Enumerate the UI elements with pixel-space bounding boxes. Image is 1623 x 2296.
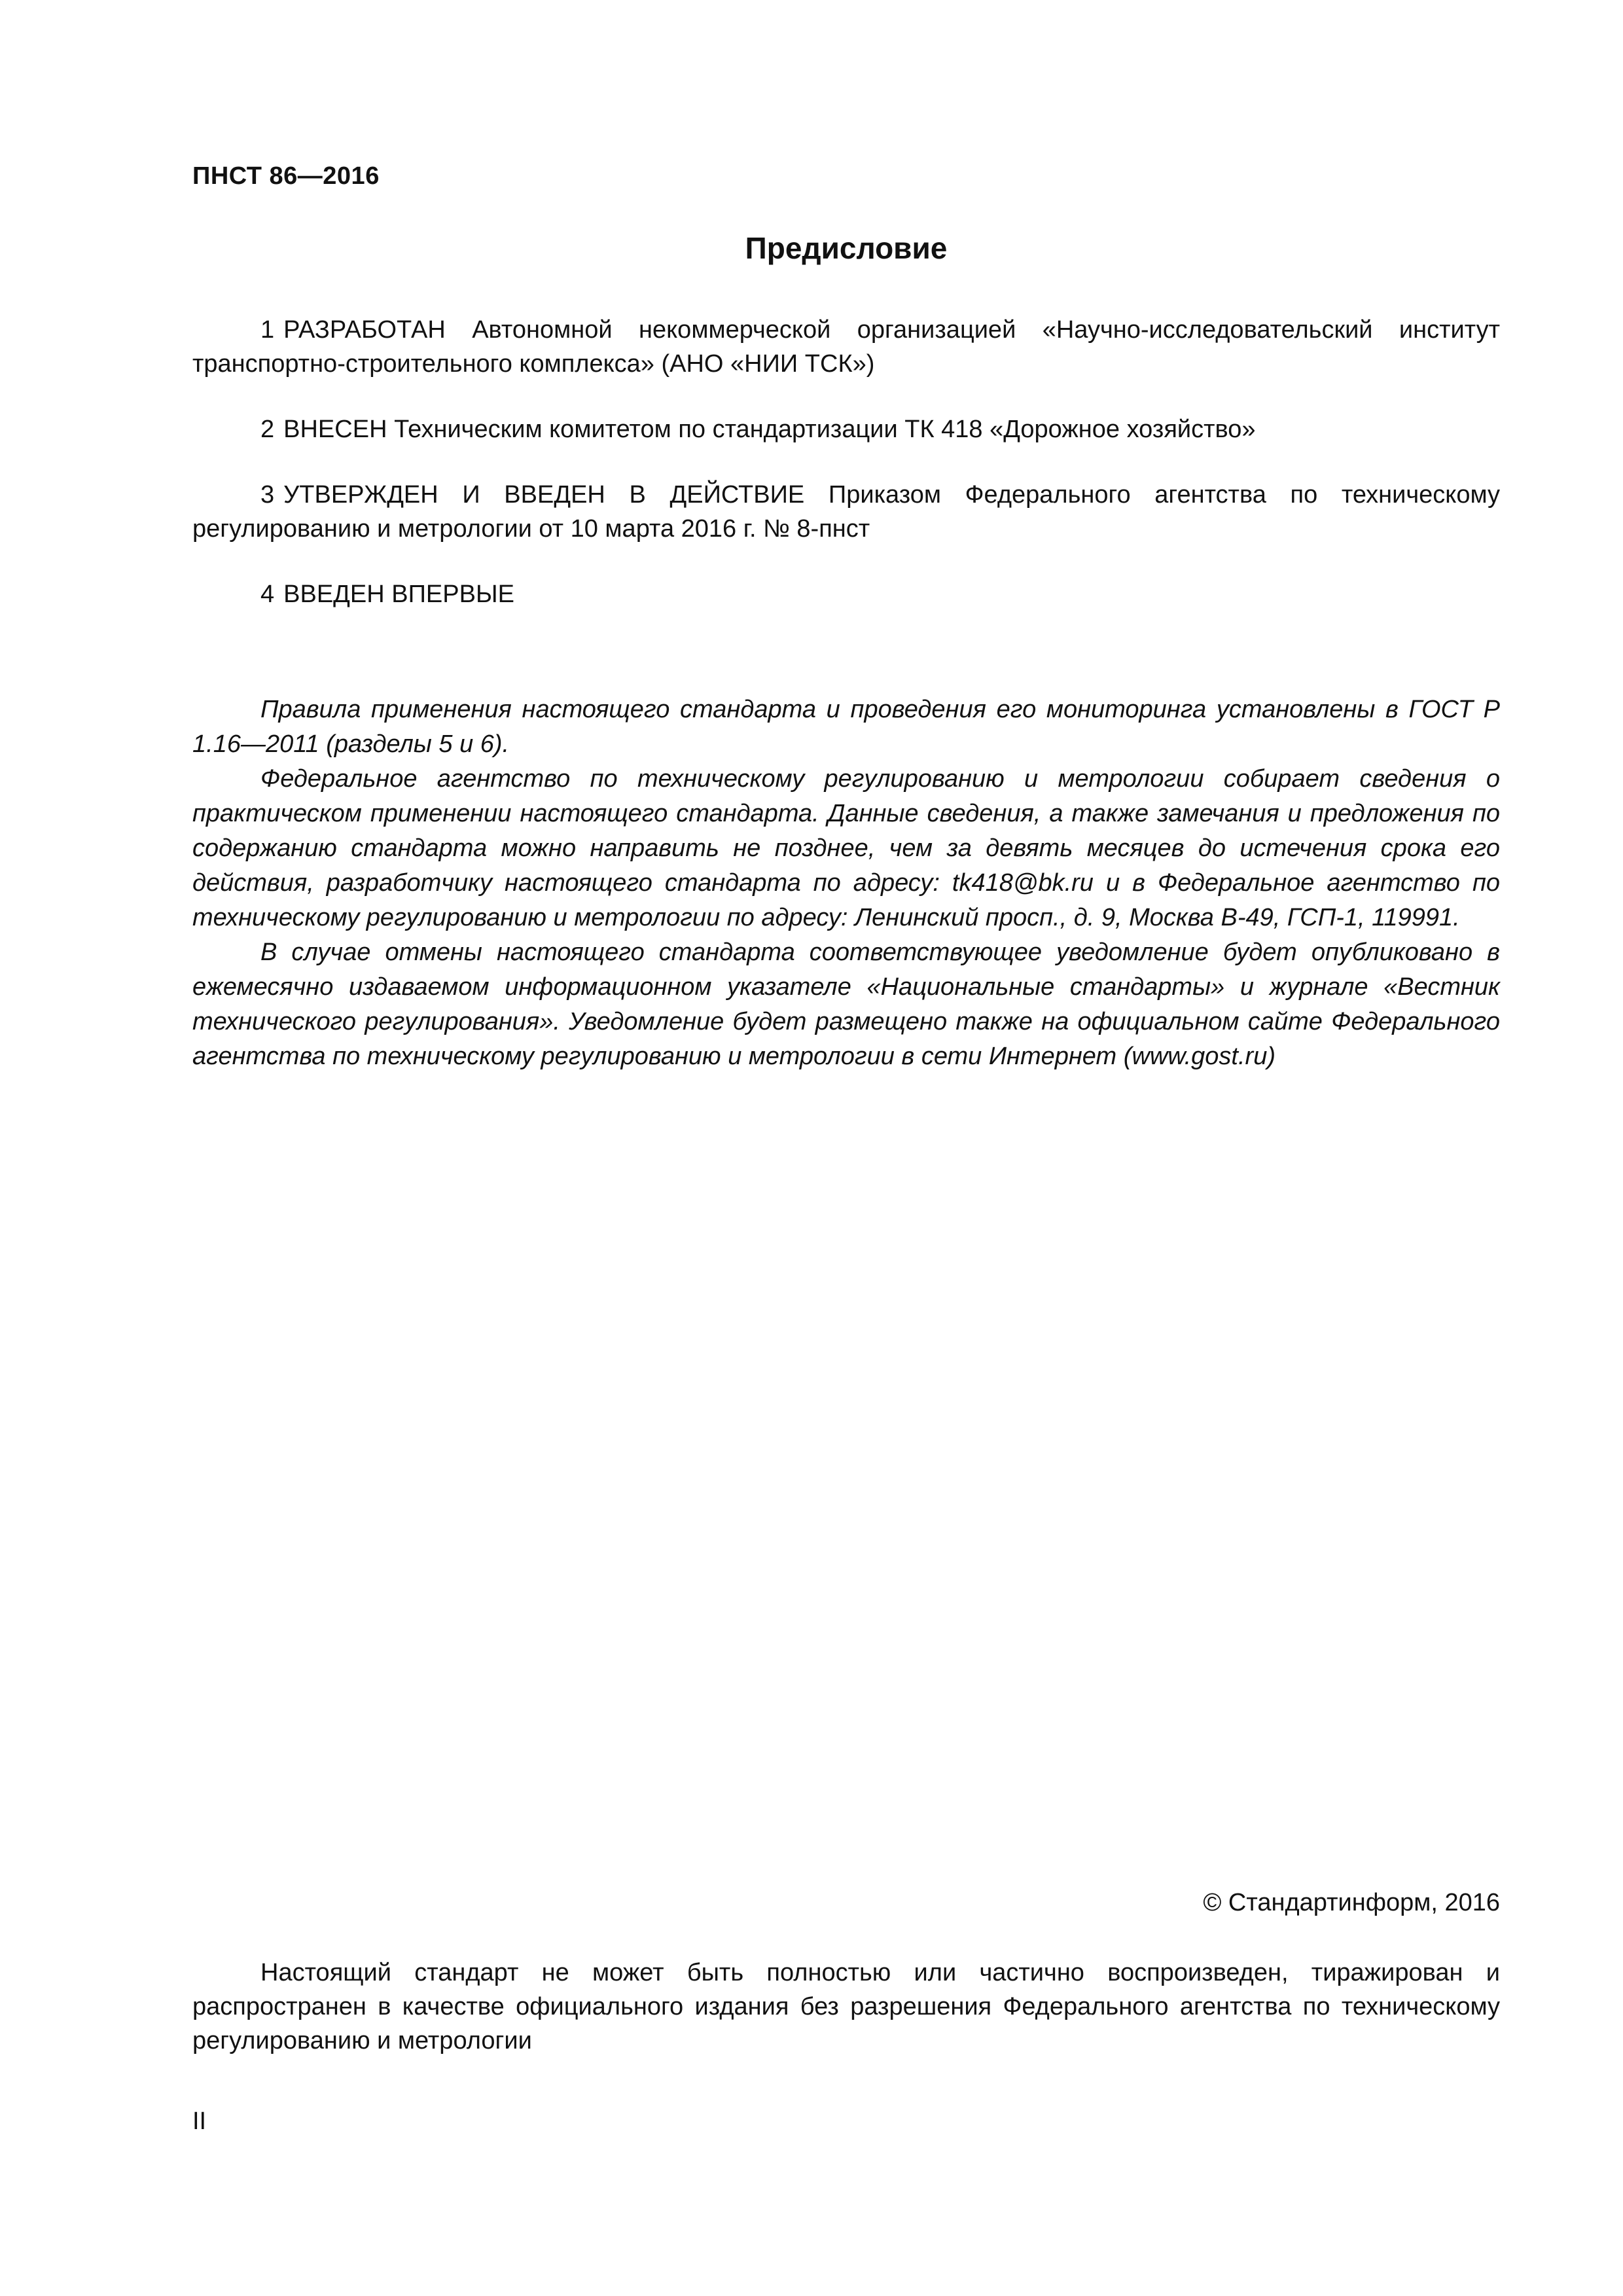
item-text: Автономной некоммерческой организацией «Научно-исследовательский институт транспортно-строительного комплекса» (АНО «НИИ ТСК»): [192, 316, 1501, 378]
copyright-line: © Стандартинформ, 2016: [1203, 1889, 1500, 1916]
page-number: II: [192, 2108, 207, 2135]
application-notice: [192, 692, 1500, 1074]
item-keyword: ВВЕДЕН ВПЕРВЫЕ: [283, 581, 514, 608]
preface-items: [192, 313, 1500, 643]
notice-paragraph: Федеральное агентство по техническому регулированию и метрологии собирает сведения о практическом применении настоящего стандарта. Данные сведения, а также замечания и предложения по содержанию стандарта можно направить не позднее, чем за девять месяцев до истечения срока его действия, разработчику настоящего стандарта по адресу: tk418@bk.ru и в Федеральное агентство по техническому регулированию и метрологии по адресу: Ленинский просп., д. 9, Москва В-49, ГСП-1, 119991.: [192, 765, 1500, 931]
item-text: Приказом Федерального агентства по техническому регулированию и метрологии от 10 марта 2016 г. № 8-пнст: [192, 481, 1501, 543]
notice-paragraph: Правила применения настоящего стандарта и проведения его мониторинга установлены в ГОСТ Р 1.16—2011 (разделы 5 и 6).: [192, 696, 1500, 758]
rights-paragraph: Настоящий стандарт не может быть полностью или частично воспроизведен, тиражирован и распространен в качестве официального издания без разрешения Федерального агентства по техническому регулированию и метрологии: [192, 1959, 1500, 2054]
item-number: 3: [260, 481, 275, 509]
item-text: Техническим комитетом по стандартизации ТК 418 «Дорожное хозяйство»: [394, 416, 1256, 443]
notice-paragraph: В случае отмены настоящего стандарта соответствующее уведомление будет опубликовано в ежемесячно издаваемом информационном указателе «Национальные стандарты» и журнале «Вестник технического регулирования». Уведомление будет размещено также на официальном сайте Федерального агентства по техническому регулированию и метрологии в сети Интернет (www.gost.ru): [192, 939, 1500, 1070]
preface-item-4: [192, 577, 1500, 611]
item-keyword: УТВЕРЖДЕН И ВВЕДЕН В ДЕЙСТВИЕ: [283, 481, 805, 509]
item-number: 4: [260, 581, 275, 608]
preface-title: Предисловие: [745, 231, 948, 265]
preface-item-2: [192, 412, 1500, 446]
rights-statement: [192, 1956, 1500, 2058]
preface-item-3: [192, 478, 1500, 546]
item-number: 1: [260, 316, 275, 344]
document-code: ПНСТ 86—2016: [192, 162, 380, 190]
item-keyword: РАЗРАБОТАН: [283, 316, 446, 344]
item-number: 2: [260, 416, 275, 443]
item-keyword: ВНЕСЕН: [283, 416, 387, 443]
preface-item-1: [192, 313, 1500, 381]
